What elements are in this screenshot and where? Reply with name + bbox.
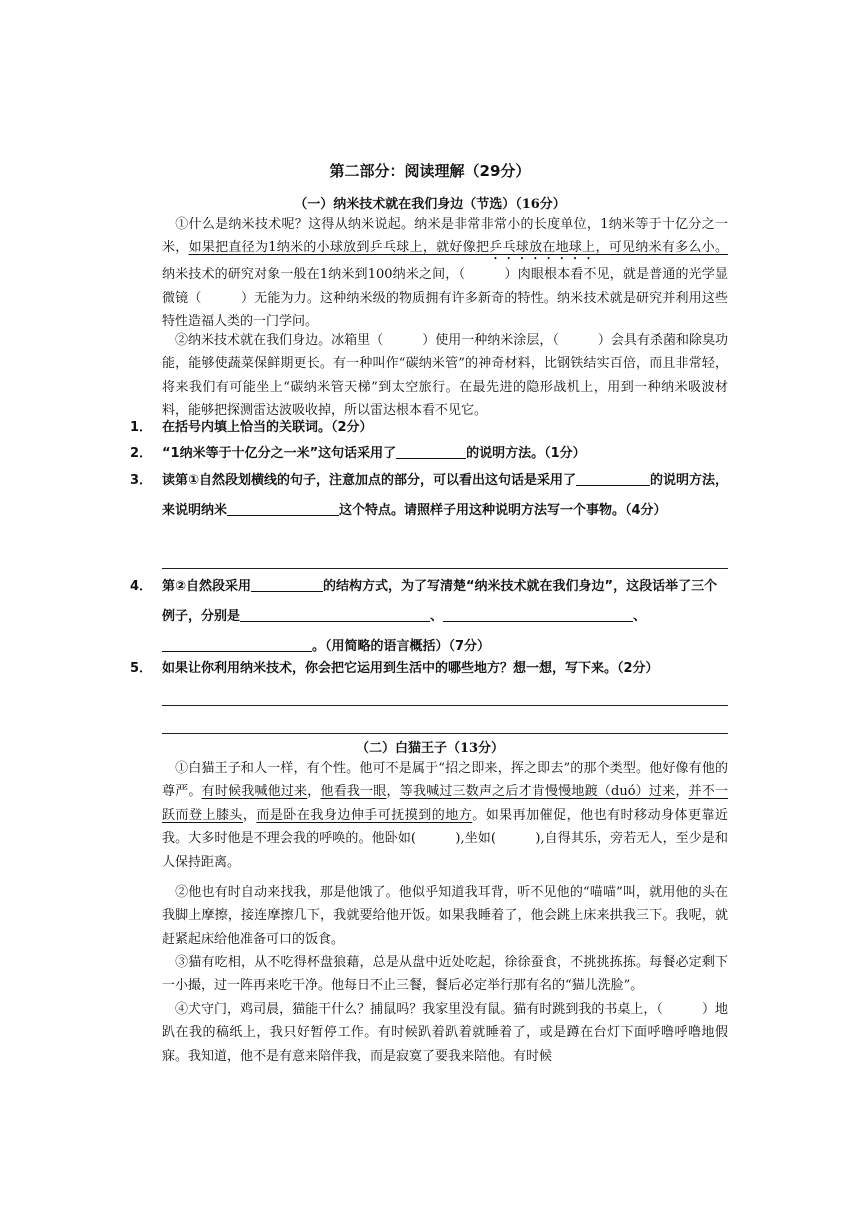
q1-number: 1． <box>130 420 153 435</box>
q4-answer-blank-2[interactable] <box>240 607 430 622</box>
cat-p1-underlined-2: 他看我一眼 <box>320 784 387 800</box>
cat-p2-text: ②他也有时自动来找我，那是他饿了。他似乎知道我耳背，听不见他的“喵喵”叫，就用他的头在我脚上摩擦，接连摩擦几下，我就要给他开饭。如果我睡着了，他会跳上床来拱我三下。我呢，就赶紧起床给他准备可口的饭食。 <box>162 885 728 947</box>
p1-text-a: ①什么是纳米技术呢？这得从纳米说起。纳米是非常非常小的长度单位，1纳米等于十亿分之一米， <box>162 217 728 256</box>
q5-text: 如果让你利用纳米技术，你会把它运用到生活中的哪些地方？想一想，写下来。（2分） <box>162 661 659 676</box>
passage2-paragraph-3 <box>162 951 728 998</box>
q3-answer-blank-2[interactable] <box>227 501 339 516</box>
q2-answer-blank[interactable] <box>396 444 466 459</box>
p2-text: ②纳米技术就在我们身边。冰箱里（ ）使用一种纳米涂层，（ ）会具有杀菌和除臭功能，能够使蔬菜保鲜期更长。有一种叫作“碳纳米管”的神奇材料，比钢铁结实百倍，而且非常轻，将来我们有可能坐上“碳纳米管天梯”到太空旅行。在最先进的隐形战机上，用到一种纳米吸波材料，能够把探测雷达波吸收掉，所以雷达根本看不见它。 <box>162 333 728 419</box>
q5-answer-line-2[interactable] <box>162 733 728 734</box>
cat-p1-underlined-5: 而是卧在我身边伸手可抚摸到的地方 <box>256 807 473 823</box>
q1-text: 在括号内填上恰当的关联词。（2分） <box>162 420 373 435</box>
passage1-title: （一）纳米技术就在我们身边（节选）（16分） <box>294 197 566 212</box>
passage1-paragraph-1 <box>162 213 728 334</box>
cat-p1-text-a: ①白猫王子和人一样，有个性。他可不是属于“招之即来，挥之即去”的那个类型。他好像有他的尊严。 <box>162 761 728 800</box>
part-title: 第二部分：阅读理解（29分） <box>329 162 531 180</box>
passage2-paragraph-4 <box>162 998 728 1068</box>
q4-text-d: 、 <box>633 609 647 624</box>
comma: ， <box>242 807 257 823</box>
p1-underlined-1: 如果把直径为1纳米的小球放到乒乓球上，就好像把 <box>188 240 490 256</box>
cat-p1-text-b: 。如果再加催促，他也有时移动身体更靠近我。大多时他是不理会我的呼唤的。他卧如( ),坐如( ),自得其乐，旁若无人，至少是和人保持距离。 <box>162 807 728 870</box>
comma: ， <box>307 784 321 800</box>
q4-text-b: 的结构方式，为了写清楚“纳米技术就在我们身边”，这段话举了三个例子，分别是 <box>162 579 718 624</box>
passage1-paragraph-2 <box>162 329 728 423</box>
q2-text-post: 的说明方法。（1分） <box>466 446 586 461</box>
q4-answer-blank-3[interactable] <box>443 607 633 622</box>
question-2 <box>130 442 730 466</box>
p1-underlined-2: ，可见纳米有多么小。 <box>595 240 728 256</box>
question-4 <box>130 572 730 662</box>
q2-number: 2． <box>130 446 153 461</box>
comma: ， <box>675 784 689 800</box>
question-3 <box>130 466 730 526</box>
passage2-title: （二）白猫王子（13分） <box>355 741 505 756</box>
q2-text-pre: “1纳米等于十亿分之一米”这句话采用了 <box>162 446 397 461</box>
question-5 <box>130 657 730 681</box>
passage2-paragraph-1 <box>162 757 728 874</box>
q4-answer-blank-1[interactable] <box>251 577 323 592</box>
q4-answer-blank-4[interactable] <box>162 637 312 652</box>
q4-text-a: 第②自然段采用 <box>162 579 252 594</box>
cat-p3-text: ③猫有吃相，从不吃得杯盘狼藉，总是从盘中近处吃起，徐徐蚕食，不挑挑拣拣。每餐必定剩下一小撮，过一阵再来吃干净。他每日不止三餐，餐后必定举行那有名的“猫儿洗脸”。 <box>162 955 728 994</box>
q3-number: 3． <box>130 473 153 488</box>
q4-text-c: 、 <box>430 609 444 624</box>
cat-p1-underlined-1: 有时候我喊他过来 <box>201 784 308 800</box>
q5-answer-line-1[interactable] <box>162 705 728 706</box>
q3-answer-blank-1[interactable] <box>576 471 650 486</box>
passage2-paragraph-2 <box>162 881 728 951</box>
cat-p1-underlined-4: 并不一跃而登上膝头 <box>162 784 728 823</box>
cat-p1-underlined-3: 等我喊过三数声之后才肯慢慢地踱（duó）过来 <box>399 784 676 800</box>
q5-number: 5． <box>130 661 153 676</box>
cat-p4-text: ④犬守门，鸡司晨，猫能干什么？捕鼠吗？我家里没有鼠。猫有时跳到我的书桌上，（ ）地趴在我的稿纸上，我只好暂停工作。有时候趴着趴着就睡着了，或是蹲在台灯下面呼噜呼噜地假寐。我知道，他不是有意来陪伴我，而是寂寞了要我来陪他。有时候 <box>162 1002 728 1064</box>
q4-text-e: 。（用简略的语言概括）（7分） <box>312 639 491 654</box>
q3-answer-line[interactable] <box>162 568 728 569</box>
p1-underlined-dotted: 乒乓球放在地球上 <box>489 240 596 256</box>
question-1 <box>130 416 730 440</box>
q4-number: 4． <box>130 579 153 594</box>
q3-text-b: 的说明方法，来说明纳米 <box>162 473 729 518</box>
p1-text-b: 纳米技术的研究对象一般在1纳米到100纳米之间，（ ）肉眼根本看不见，就是普通的光学显微镜（ ）无能为力。这种纳米级的物质拥有许多新奇的特性。纳米技术就是研究并利用这些特性造福人类的一门学问。 <box>162 267 728 330</box>
q3-text-c: 这个特点。请照样子用这种说明方法写一个事物。（4分） <box>339 503 667 518</box>
comma: ， <box>386 784 400 800</box>
q3-text-a: 读第①自然段划横线的句子，注意加点的部分，可以看出这句话是采用了 <box>162 473 577 488</box>
